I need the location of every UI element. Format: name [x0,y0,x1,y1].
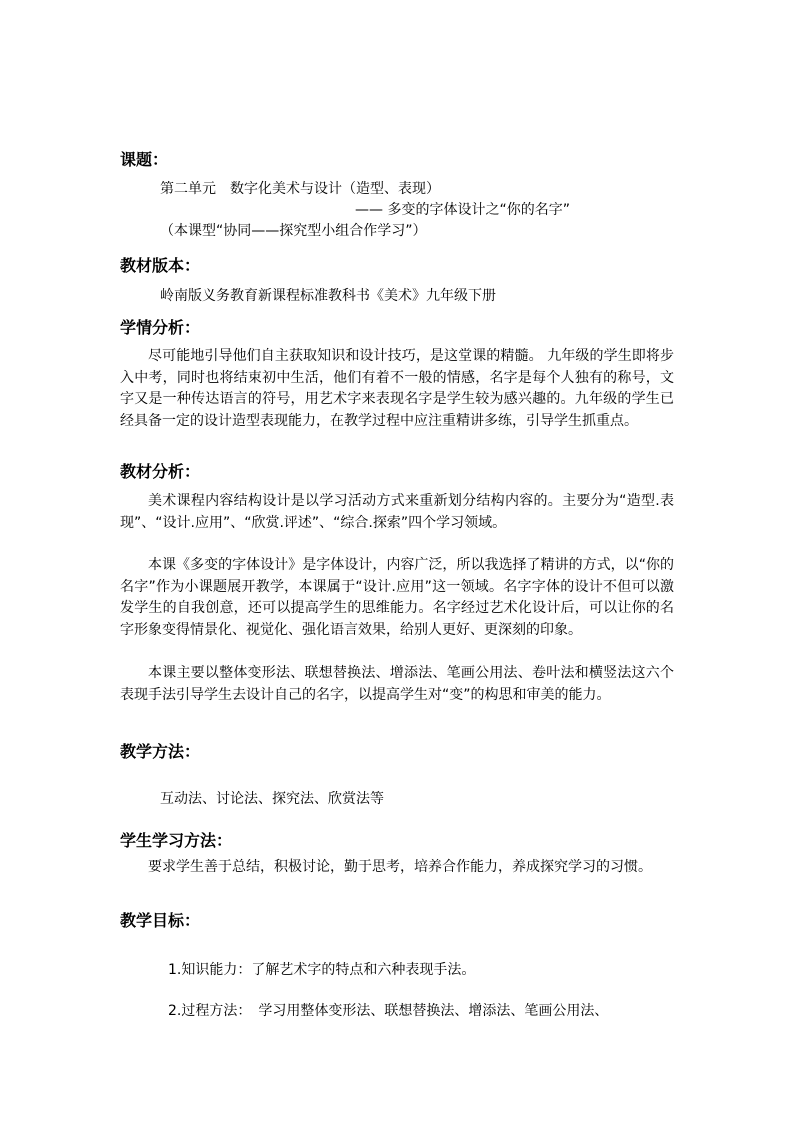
learning-methods-text: 要求学生善于总结，积极讨论，勤于思考，培养合作能力，养成探究学习的习惯。 [148,859,652,875]
textbook-analysis-paragraph-1: 美术课程内容结构设计是以学习活动方式来重新划分结构内容的。主要分为“造型.表现”、“设计.应用”、“欣赏.评述”、“综合.探索”四个学习领域。 [120,493,674,531]
teaching-goal-item-1: 1.知识能力：了解艺术字的特点和六种表现手法。 [168,962,476,978]
teaching-methods-heading: 教学方法： [120,742,201,761]
learning-methods-heading: 学生学习方法： [120,831,233,850]
textbook-analysis-paragraph-3: 本课主要以整体变形法、联想替换法、增添法、笔画公用法、卷叶法和横竖法这六个表现手法引导学生去设计自己的名字，以提高学生对“变”的构思和审美的能力。 [120,665,674,703]
textbook-analysis-paragraph-2: 本课《多变的字体设计》是字体设计，内容广泛，所以我选择了精讲的方式，以“你的名字”作为小课题展开教学，本课属于“设计.应用”这一领域。名字字体的设计不但可以激发学生的自我创意，还可以提高学生的思维能力。名字经过艺术化设计后，可以让你的名字形象变得情景化、视觉化、强化语言效果，给别人更好、更深刻的印象。 [120,557,674,638]
student-analysis-heading: 学情分析： [120,318,201,337]
textbook-analysis-heading: 教材分析： [120,462,201,481]
course-title-lesson-type: （本课型“协同——探究型小组合作学习”） [160,223,427,239]
teaching-goal-item-2: 2.过程方法： 学习用整体变形法、联想替换法、增添法、笔画公用法、 [168,1003,609,1019]
textbook-version-heading: 教材版本： [120,256,201,275]
teaching-methods-text: 互动法、讨论法、探究法、欣赏法等 [160,791,384,807]
course-title-heading: 课题： [120,150,169,169]
teaching-goals-heading: 教学目标： [120,911,201,930]
course-title-topic: —— 多变的字体设计之“你的名字” [355,202,570,218]
student-analysis-text: 尽可能地引导他们自主获取知识和设计技巧，是这堂课的精髓。 九年级的学生即将步入中考，同时也将结束初中生活，他们有着不一般的情感，名字是每个人独有的称号，文字又是一种传达语言的符号，用艺术字来表现名字是学生较为感兴趣的。九年级的学生已经具备一定的设计造型表现能力，在教学过程中应注重精讲多练，引导学生抓重点。 [120,348,674,429]
textbook-version-text: 岭南版义务教育新课程标准教科书《美术》九年级下册 [160,288,496,304]
course-title-unit: 第二单元 数字化美术与设计（造型、表现） [160,181,440,197]
